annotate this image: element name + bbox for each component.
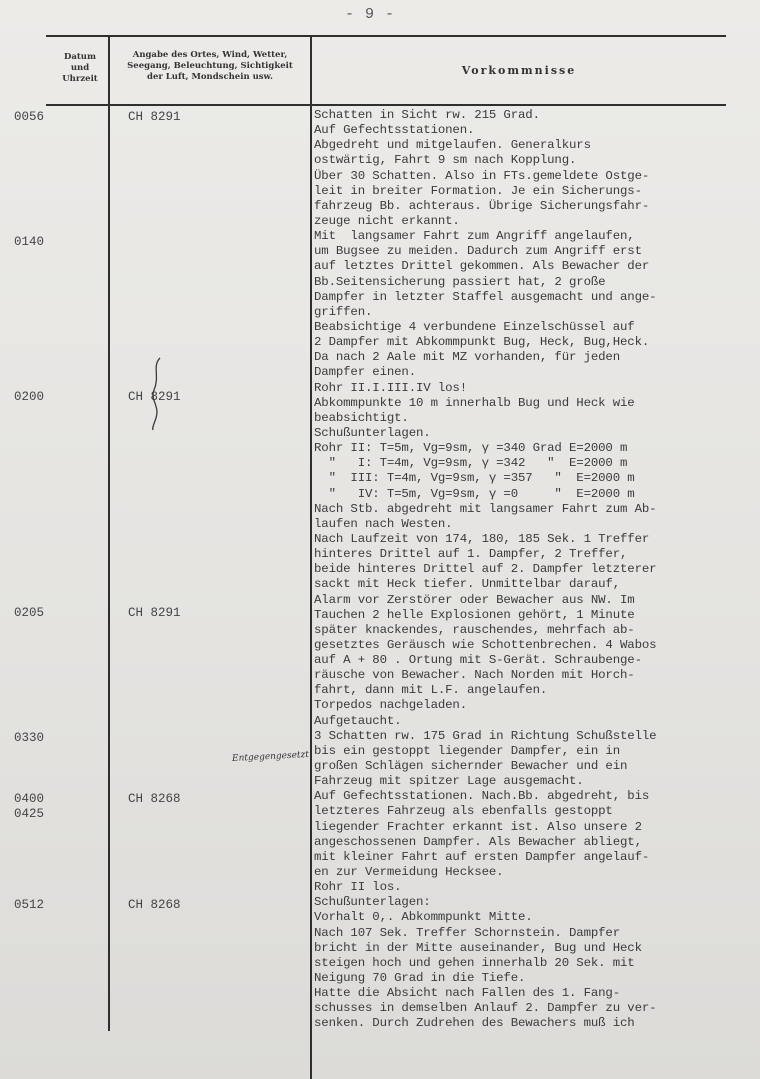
log-line: Schatten in Sicht rw. 215 Grad. [314,108,540,122]
log-line: fahrzeug Bb. achteraus. Übrige Sicherungsfahr- [314,198,650,213]
log-line: Abgedreht und mitgelaufen. Generalkurs [314,138,591,153]
header-and-line: und [70,63,90,73]
header-location-weather [112,50,308,83]
log-line: Nach 107 Sek. Treffer Schornstein. Dampfer [314,925,620,940]
log-line: Nach Stb. abgedreht mit langsamer Fahrt zum Ab- [314,501,657,516]
log-line: steigen hoch und gehen innerhalb 20 Sek. mit [314,955,635,970]
header-bottom-rule [46,104,726,106]
log-body-text [314,108,759,1032]
log-line: Vorhalt 0,. Abkommpunkt Mitte. [314,910,533,925]
log-line: auf A + 80 . Ortung mit S-Gerät. Schraubenge- [314,653,642,668]
header-date-line: Datum [64,52,96,62]
log-line: Aufgetaucht. [314,713,402,728]
header-date-time [54,52,106,85]
log-line: Schußunterlagen. [314,425,431,440]
log-line: bricht in der Mitte auseinander, Bug und Heck [314,940,642,955]
log-line: räusche von Bewacher. Nach Norden mit Horch- [314,668,635,683]
log-line: mit kleiner Fahrt auf ersten Dampfer angelauf- [314,849,650,864]
log-line: Bb.Seitensicherung passiert hat, 2 große [314,274,606,289]
entry-time: 0200 [14,390,45,404]
log-line: laufen nach Westen. [314,516,453,531]
entry-time: 0056 [14,110,45,124]
log-line: Auf Gefechtsstationen. [314,123,475,138]
log-line: liegender Frachter erkannt ist. Also unsere 2 [314,819,642,834]
log-line: griffen. [314,304,373,319]
table-top-rule [46,35,726,37]
header-location-line-3: der Luft, Mondschein usw. [147,72,273,82]
header-location-line-2: Seegang, Beleuchtung, Sichtigkeit [127,61,293,71]
log-line: " I: T=4m, Vg=9sm, γ =342 " E=2000 m [314,456,628,471]
entry-location: CH 8291 [128,110,181,124]
log-line: Schußunterlagen: [314,895,431,910]
log-line: großen Schlägen sichernder Bewacher und ein [314,759,628,774]
log-line: Tauchen 2 helle Explosionen gehört, 1 Minute [314,607,635,622]
entry-location: CH 8291 [128,606,181,620]
log-line: hinteres Drittel auf 1. Dampfer, 2 Treffer, [314,547,628,562]
entry-location: CH 8268 [128,898,181,912]
column-divider-1 [108,35,110,1031]
log-line: Rohr II los. [314,880,402,895]
log-line: sackt mit Heck tiefer. Unmittelbar darauf, [314,577,620,592]
log-line: Neigung 70 Grad in die Tiefe. [314,971,526,986]
entry-time: 0400 [14,792,45,806]
header-events: Vorkommnisse [461,64,577,77]
log-line: Über 30 Schatten. Also in FTs.gemeldete Ostge- [314,168,650,183]
log-line: Dampfer in letzter Staffel ausgemacht und ange- [314,289,657,304]
log-line: 2 Dampfer mit Abkommpunkt Bug, Heck, Bug,Heck. [314,335,650,350]
log-line: angeschossenen Dampfer. Als Bewacher abliegt, [314,834,642,849]
log-line: schusses in demselben Anlauf 2. Dampfer zu ver- [314,1001,657,1016]
log-line: Beabsichtige 4 verbundene Einzelschüssel auf [314,319,635,334]
entry-time: 0512 [14,898,45,912]
log-line: zeuge nicht erkannt. [314,213,460,228]
log-line: Dampfer einen. [314,365,416,380]
entry-time: 0140 [14,235,45,249]
entry-time: 0330 [14,731,45,745]
log-line: bis ein gestoppt liegender Dampfer, ein in [314,743,620,758]
log-line: Alarm vor Zerstörer oder Bewacher aus NW. Im [314,592,635,607]
log-line: en zur Vermeidung Hecksee. [314,865,504,880]
entry-time: 0425 [14,807,45,821]
log-line: senken. Durch Zudrehen des Bewachers muß ich [314,1016,635,1031]
log-line: Abkommpunkte 10 m innerhalb Bug und Heck wie [314,395,635,410]
log-line: gesetztes Geräusch wie Schottenbrechen. 4 Wabos [314,637,657,652]
log-line: Fahrzeug mit spitzer Lage ausgemacht. [314,774,584,789]
log-line: Nach Laufzeit von 174, 180, 185 Sek. 1 Treffer [314,531,650,546]
log-line: auf letztes Drittel gekommen. Als Bewacher der [314,259,650,274]
log-line: beabsichtigt. [314,410,409,425]
log-line: Torpedos nachgeladen. [314,698,467,713]
log-line: Rohr II.I.III.IV los! [314,380,467,395]
log-line: um Bugsee zu meiden. Dadurch zum Angriff erst [314,244,642,259]
page-number: - 9 - [344,6,395,23]
log-line: 3 Schatten rw. 175 Grad in Richtung Schußstelle [314,728,657,743]
log-line: " III: T=4m, Vg=9sm, γ =357 " E=2000 m [314,471,635,486]
log-line: Mit langsamer Fahrt zum Angriff angelaufen, [314,229,635,244]
log-line: beide hinteres Drittel auf 2. Dampfer letzterer [314,562,657,577]
header-location-line-1: Angabe des Ortes, Wind, Wetter, [132,50,288,60]
entry-location: CH 8268 [128,792,181,806]
log-line: " IV: T=5m, Vg=9sm, γ =0 " E=2000 m [314,486,635,501]
log-line: später knackendes, rauschendes, mehrfach ab- [314,622,635,637]
log-line: Da nach 2 Aale mit MZ vorhanden, für jeden [314,350,620,365]
log-line: Auf Gefechtsstationen. Nach.Bb. abgedreht, bis [314,789,650,804]
log-line: fahrt, dann mit L.F. angelaufen. [314,683,548,698]
log-line: Rohr II: T=5m, Vg=9sm, γ =340 Grad E=2000 m [314,441,628,456]
entry-location: CH 8291 [128,390,181,404]
log-line: leit in breiter Formation. Je ein Sicherungs- [314,183,642,198]
log-line: ostwärtig, Fahrt 9 sm nach Kopplung. [314,153,577,168]
log-line: letzteres Fahrzeug als ebenfalls gestoppt [314,804,613,819]
entry-time: 0205 [14,606,45,620]
log-line: Hatte die Absicht nach Fallen des 1. Fang- [314,986,620,1001]
margin-handwritten-note: Entgegengesetzt [231,749,310,765]
header-time-line: Uhrzeit [62,74,98,84]
column-divider-2 [310,35,312,1079]
handwritten-brace-mark [146,356,166,432]
